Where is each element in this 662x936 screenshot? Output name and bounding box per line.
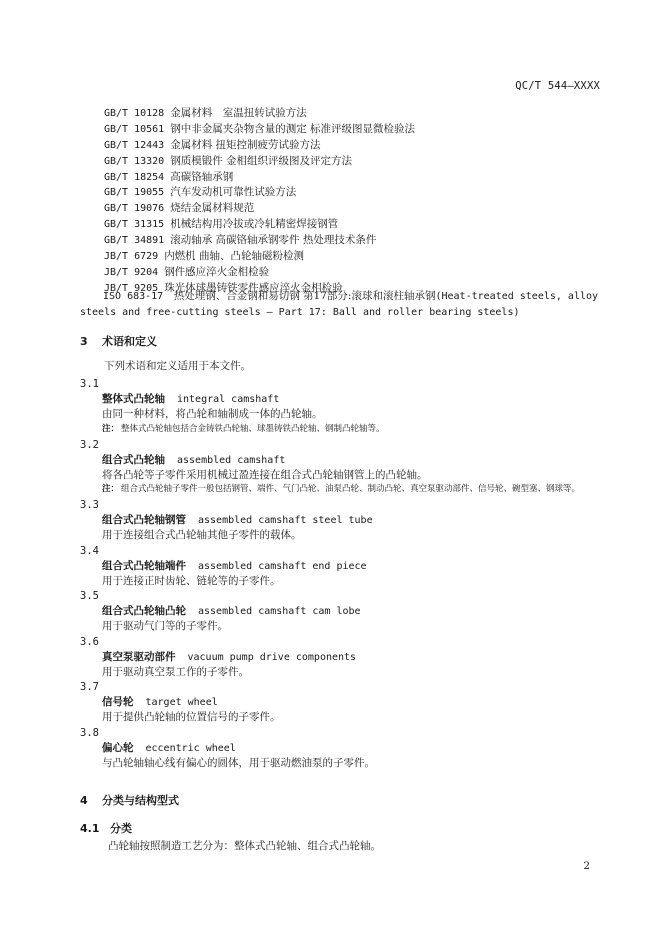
term-number: 3.5: [80, 590, 99, 602]
normative-references-list: [104, 106, 602, 297]
reference-code: GB/T 19055: [104, 187, 165, 199]
reference-code: GB/T 34891: [104, 235, 165, 247]
note-text: 组合式凸轮轴子零件一般包括钢管、端件、气门凸轮、油泵凸轮、制动凸轮、真空泵驱动部件、信号轮、碗型塞、钢球等。: [121, 484, 581, 494]
reference-title: 汽车发动机可靠性试验方法: [170, 186, 297, 199]
term-en: assembled camshaft end piece: [198, 560, 367, 572]
reference-code: GB/T 13320: [104, 155, 165, 167]
subsection-4-1-text: 凸轮轴按照制造工艺分为：整体式凸轮轴、组合式凸轮轴。: [108, 840, 381, 852]
reference-code: JB/T 9204: [104, 266, 159, 278]
term-en: assembled camshaft cam lobe: [198, 606, 361, 617]
term-cn: 真空泵驱动部件: [102, 650, 176, 663]
iso-reference-title-cn: 热处理钢、合金钢和易切钢 第17部分:滚球和滚柱轴承钢: [173, 290, 436, 302]
reference-title: 金属材料 室温扭转试验方法: [170, 107, 307, 119]
reference-item: [104, 265, 602, 281]
reference-code: GB/T 31315: [104, 219, 165, 231]
section-number: 4: [80, 794, 88, 807]
term-cn: 偏心轮: [102, 741, 134, 754]
section-3-intro: 下列术语和定义适用于本文件。: [104, 360, 251, 372]
page-number: 2: [583, 860, 590, 872]
term-definition: 用于连接组合式凸轮轴其他子零件的载体。: [102, 529, 302, 541]
reference-code: GB/T 19076: [104, 203, 165, 215]
term-entry: [80, 438, 602, 496]
term-entry: [80, 544, 602, 590]
section-title: 术语和定义: [102, 335, 157, 348]
iso-reference: [80, 289, 602, 321]
term-heading: [80, 559, 602, 574]
subsection-number: 4.1: [80, 822, 100, 835]
reference-item: [104, 185, 602, 201]
reference-title: 滚动轴承 高碳铬轴承钢零件 热处理技术条件: [170, 234, 377, 247]
reference-title: 烧结金属材料规范: [170, 202, 255, 215]
term-definition: 用于驱动气门等的子零件。: [102, 620, 228, 632]
iso-reference-title-en: (Heat-treated steels, alloy steels and free-cutting steels — Part 17: Ball and roller bearing steels): [80, 291, 599, 318]
term-number: 3.2: [80, 438, 99, 451]
term-en: eccentric wheel: [145, 742, 236, 754]
section-title: 分类与结构型式: [102, 794, 179, 807]
reference-title: 钢中非金属夹杂物含量的测定 标准评级图显微检验法: [170, 122, 416, 135]
reference-title: 高碳铬轴承钢: [170, 170, 234, 183]
reference-code: JB/T 9205: [104, 282, 159, 294]
term-heading: [80, 650, 602, 665]
reference-item: [104, 233, 602, 249]
reference-title: 钢件感应淬火金相检验: [164, 265, 270, 278]
term-definition: 将各凸轮等子零件采用机械过盈连接在组合式凸轮轴钢管上的凸轮轴。: [102, 468, 428, 481]
note-text: 整体式凸轮轴包括合金铸铁凸轮轴、球墨铸铁凸轮轴、钢制凸轮轴等。: [121, 423, 385, 434]
term-en: vacuum pump drive components: [187, 651, 357, 663]
term-entry: [80, 498, 602, 544]
document-code: QC/T 544—XXXX: [515, 80, 600, 92]
term-cn: 信号轮: [102, 696, 134, 708]
subsection-title: 分类: [110, 822, 132, 835]
section-3-heading: [80, 333, 157, 349]
reference-item: [104, 217, 602, 233]
reference-item: [104, 201, 602, 217]
term-entry: [80, 726, 602, 772]
reference-code: JB/T 6729: [104, 251, 159, 263]
iso-reference-code: ISO 683-17: [103, 291, 164, 302]
term-definition: 由同一种材料，将凸轮和轴制成一体的凸轮轴。: [102, 408, 323, 420]
reference-code: GB/T 18254: [104, 171, 165, 183]
term-entry: [80, 589, 602, 635]
term-heading: [80, 741, 602, 756]
reference-item: [104, 249, 602, 265]
reference-code: GB/T 10561: [104, 123, 165, 135]
reference-item: [104, 106, 602, 122]
section-number: 3: [80, 335, 88, 348]
term-en: assembled camshaft: [177, 454, 286, 466]
term-note: [80, 423, 602, 435]
term-heading: [80, 604, 602, 619]
term-en: integral camshaft: [177, 394, 280, 405]
reference-title: 金属材料 扭矩控制疲劳试验方法: [170, 138, 321, 151]
subsection-4-1-heading: [80, 820, 132, 836]
term-cn: 整体式凸轮轴: [102, 393, 165, 405]
term-number: 3.6: [80, 635, 99, 648]
term-entry: [80, 680, 602, 726]
reference-code: GB/T 12443: [104, 139, 165, 151]
term-cn: 组合式凸轮轴钢管: [102, 514, 186, 526]
reference-title: 机械结构用冷拔或冷轧精密焊接钢管: [170, 218, 339, 231]
term-number: 3.8: [80, 726, 99, 739]
term-note: [80, 483, 602, 495]
term-definition: 用于连接正时齿轮、链轮等的子零件。: [102, 574, 281, 587]
reference-item: [104, 170, 602, 186]
term-heading: [80, 392, 602, 407]
term-number: 3.4: [80, 544, 99, 557]
term-heading: [80, 695, 602, 710]
term-en: target wheel: [145, 697, 218, 708]
term-entry: [80, 635, 602, 681]
term-cn: 组合式凸轮轴: [102, 453, 165, 466]
term-entry: [80, 377, 602, 435]
term-number: 3.1: [80, 378, 99, 390]
reference-item: [104, 138, 602, 154]
reference-item: [104, 154, 602, 170]
reference-title: 钢质模锻件 金相组织评级图及评定方法: [170, 154, 353, 167]
note-label: 注：: [102, 423, 120, 434]
term-definition: 与凸轮轴轴心线有偏心的圆体，用于驱动燃油泵的子零件。: [102, 756, 375, 769]
reference-item: [104, 122, 602, 138]
term-en: assembled camshaft steel tube: [198, 515, 373, 526]
reference-code: GB/T 10128: [104, 108, 165, 119]
term-definition: 用于驱动真空泵工作的子零件。: [102, 665, 249, 678]
term-heading: [80, 453, 602, 468]
reference-title: 内燃机 曲轴、凸轮轴磁粉检测: [164, 250, 305, 263]
term-definition: 用于提供凸轮轴的位置信号的子零件。: [102, 711, 281, 723]
note-label: 注：: [102, 484, 120, 494]
term-number: 3.3: [80, 499, 99, 511]
reference-title: 珠光体球墨铸铁零件感应淬火金相检验: [164, 281, 343, 294]
term-cn: 组合式凸轮轴凸轮: [102, 605, 186, 617]
terms-list: [80, 377, 602, 771]
section-4-heading: [80, 792, 179, 808]
term-number: 3.7: [80, 681, 99, 693]
term-heading: [80, 513, 602, 528]
term-cn: 组合式凸轮轴端件: [102, 559, 186, 572]
